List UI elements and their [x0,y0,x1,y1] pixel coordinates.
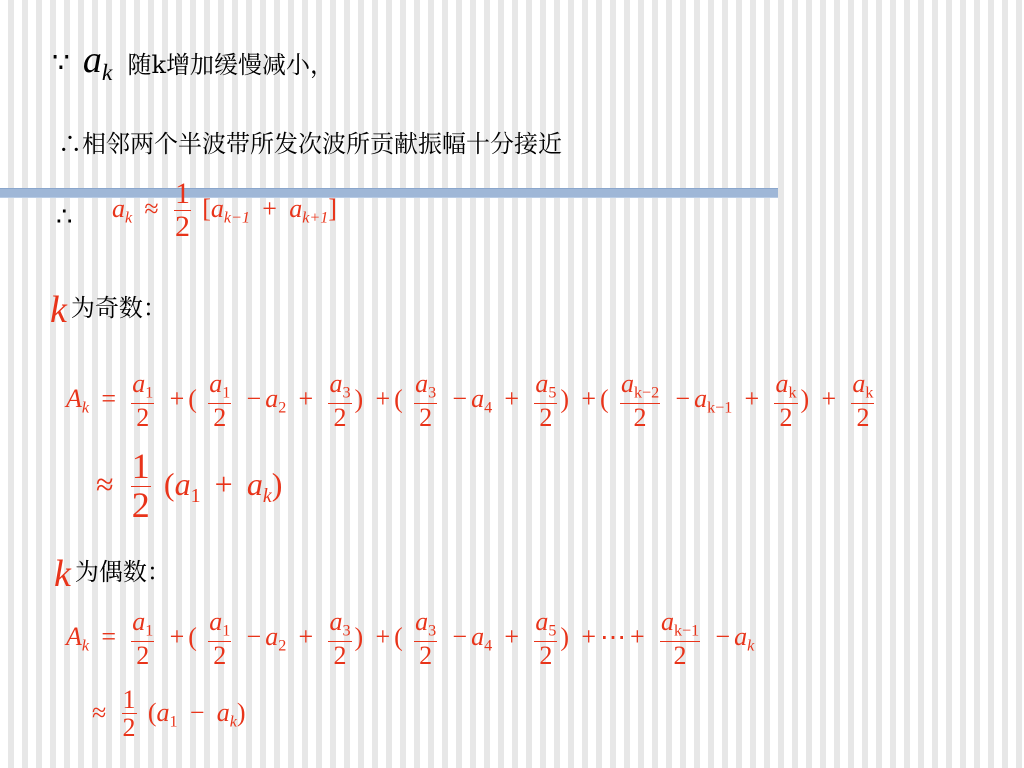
even-label: 为偶数： [74,558,171,586]
odd-sum-equation: $A_k$ = $\frac{a_1}{2}$ + ( $\frac{a_1}{2}$ − $a_2$ + $\frac{a_3}{2}$ ) + ( $\frac{a_3}{2}$ − $a_4$ + $\frac{a_5}{2}$ ) + ( $\frac{a_{k-2}}{2}$ − $a_{k-1}$ + $\frac{a_k}{2}$ ) + $\frac{a_k}{2}$ [66,369,874,432]
odd-case-heading [50,288,167,332]
odd-label: 为奇数： [70,294,167,322]
even-case-heading [54,552,171,596]
therefore-symbol: ∴ [56,202,73,232]
k-symbol: k [54,553,71,595]
even-sum-equation: $A_k$ = $\frac{a_1}{2}$ + ( $\frac{a_1}{2}$ − $a_2$ + $\frac{a_3}{2}$ ) + ( $\frac{a_3}{2}$ − $a_4$ + $\frac{a_5}{2}$ ) + ⋯ + $\frac{a_{k-1}}{2}$ − $a_k$ [66,607,755,670]
approx-equation: $a_k$ ≈ $\frac{1}{2}$ $[a_{k-1} + a_{k+1}]$ [112,177,337,243]
k-symbol: k [50,289,67,331]
premise-text: 随k增加缓慢减小， [127,51,335,80]
half-fraction: $\frac{1}{2}$ [174,177,190,243]
because-symbol: ∵ [52,46,70,80]
ak-symbol: $a_k$ [82,39,113,87]
even-approx-equation: ≈ $\frac{1}{2}$ $(a_1 - a_k)$ [92,685,246,743]
conclusion-text: ∴相邻两个半波带所发次波所贡献振幅十分接近 [58,130,562,158]
premise-line [52,38,334,88]
odd-approx-equation: ≈ $\frac{1}{2}$ $(a_1 + a_k)$ [96,446,283,525]
